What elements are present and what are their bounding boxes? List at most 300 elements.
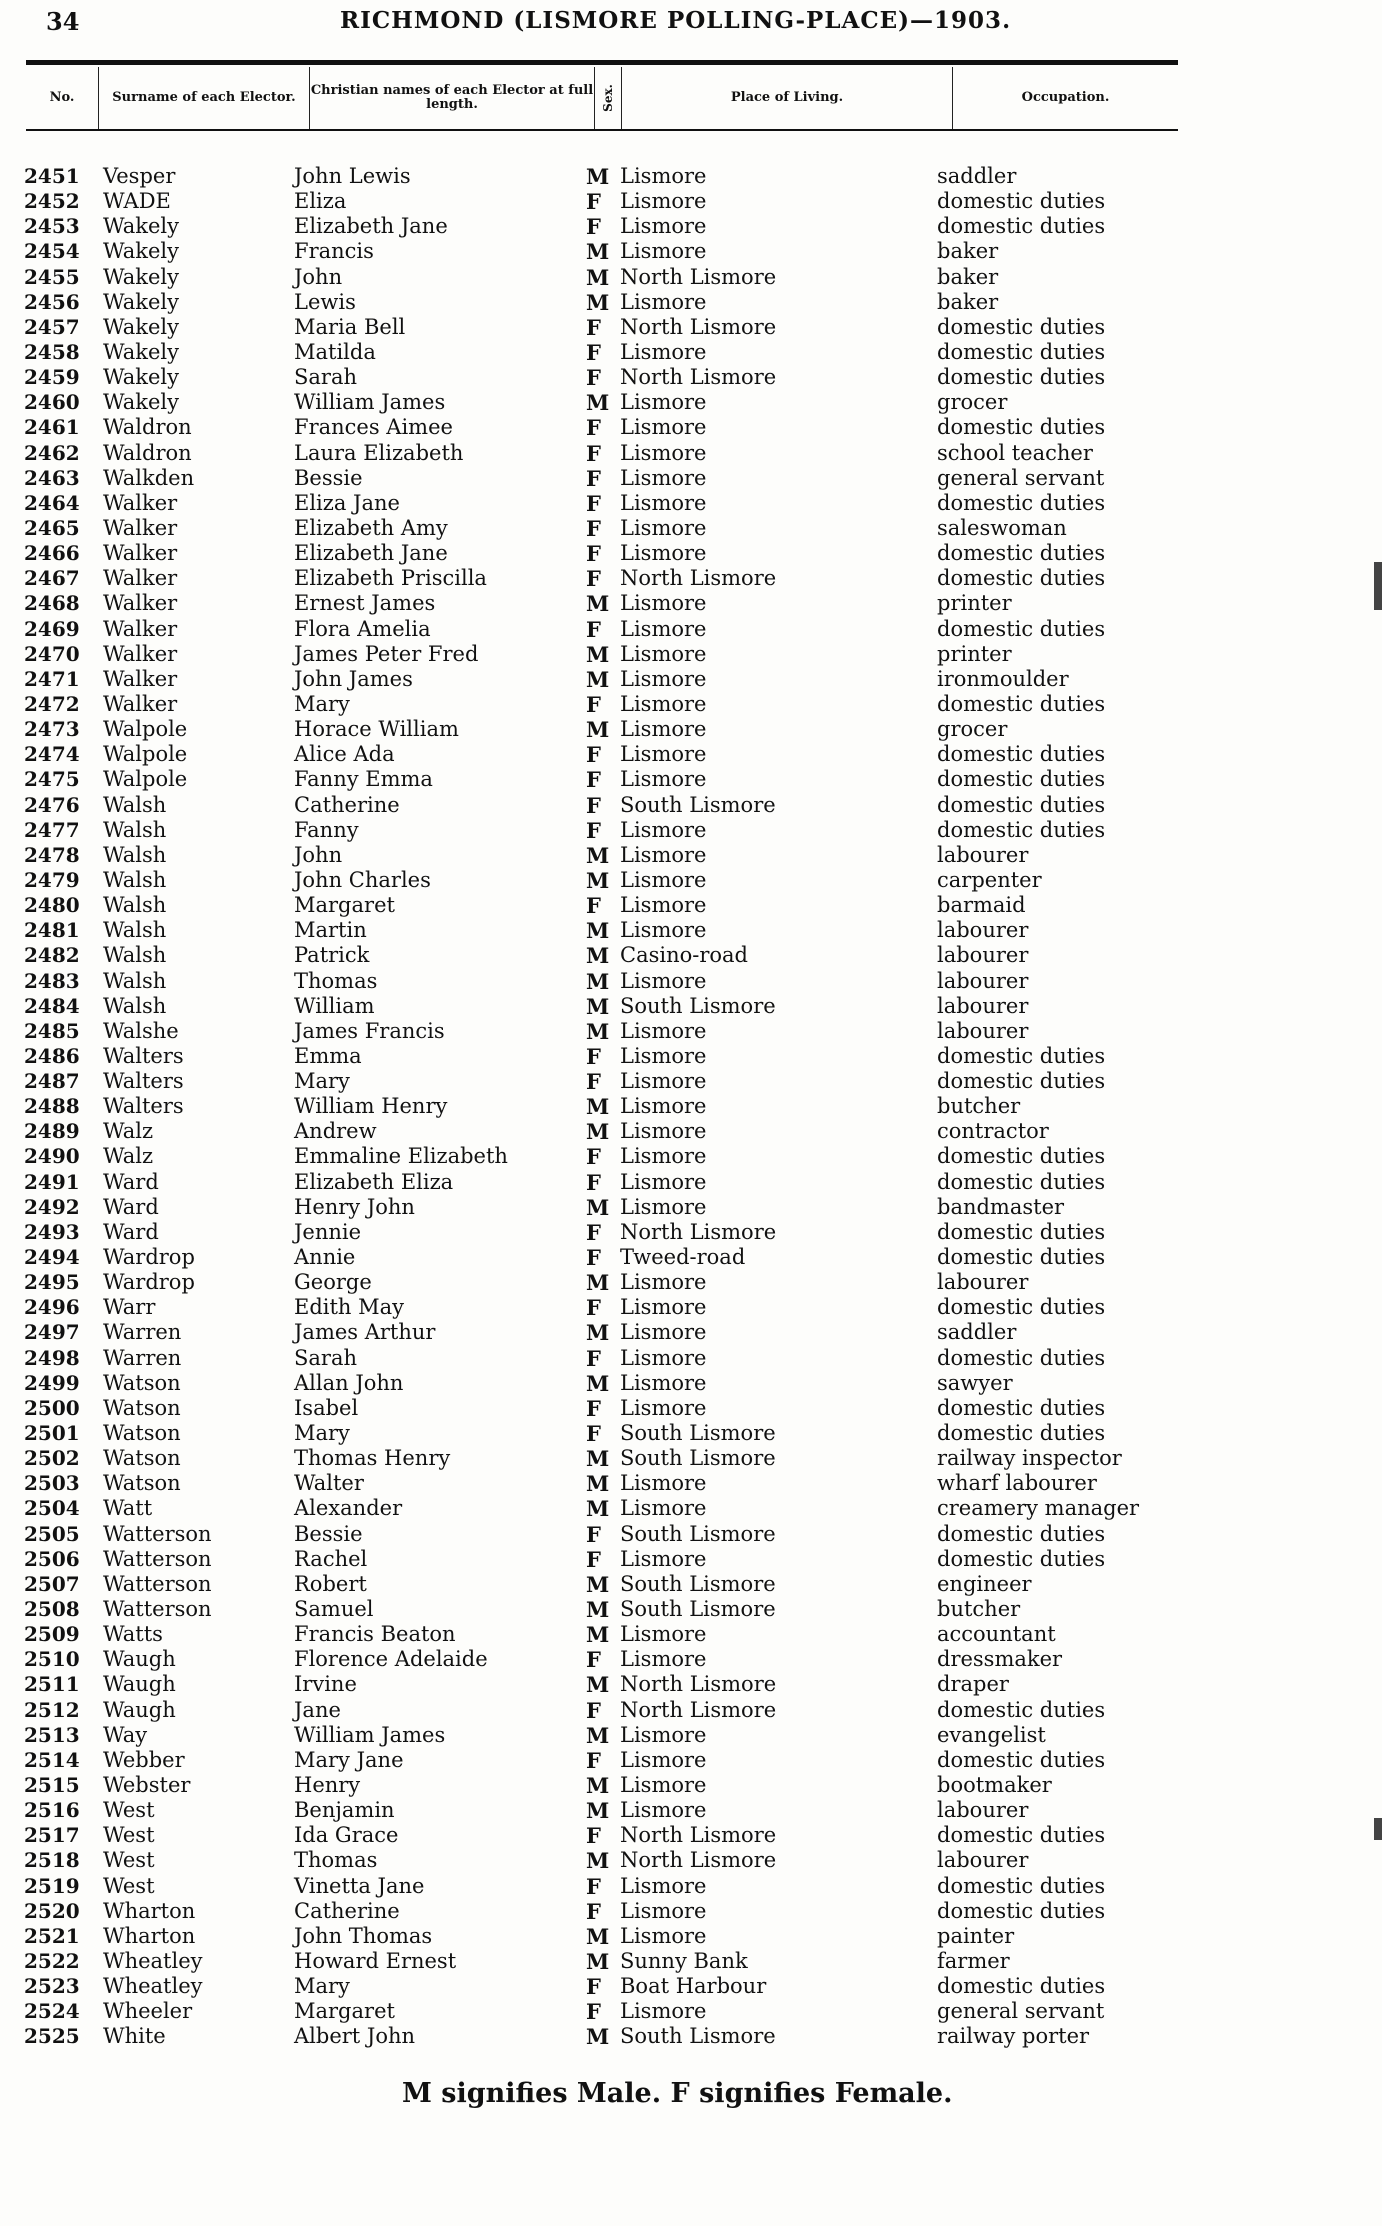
elector-sex: M bbox=[586, 1094, 610, 1120]
elector-number: 2462 bbox=[24, 440, 80, 465]
elector-number: 2518 bbox=[24, 1848, 80, 1873]
elector-sex: M bbox=[586, 289, 610, 315]
elector-occupation: saddler bbox=[937, 164, 1017, 188]
elector-number: 2503 bbox=[24, 1471, 80, 1496]
elector-surname: Walsh bbox=[103, 817, 167, 842]
elector-sex: M bbox=[586, 1672, 610, 1698]
elector-number: 2522 bbox=[24, 1948, 80, 1973]
elector-christian-names: James Francis bbox=[294, 1018, 445, 1043]
table-row bbox=[0, 566, 1382, 591]
elector-sex: F bbox=[586, 767, 601, 793]
elector-number: 2476 bbox=[24, 792, 80, 817]
elector-surname: Wheatley bbox=[103, 1974, 203, 1999]
elector-place-of-living: North Lismore bbox=[620, 1219, 777, 1244]
elector-occupation: general servant bbox=[937, 1999, 1105, 2024]
elector-sex: F bbox=[586, 365, 601, 391]
table-row bbox=[0, 1270, 1382, 1295]
elector-occupation: domestic duties bbox=[937, 1144, 1106, 1169]
elector-surname: Watson bbox=[103, 1471, 181, 1496]
elector-surname: Webber bbox=[103, 1747, 185, 1772]
elector-place-of-living: Lismore bbox=[620, 1873, 707, 1898]
elector-occupation: grocer bbox=[937, 717, 1008, 742]
elector-place-of-living: Lismore bbox=[620, 1018, 707, 1043]
elector-christian-names: Ernest James bbox=[294, 591, 436, 616]
elector-sex: M bbox=[586, 968, 610, 994]
elector-occupation: domestic duties bbox=[937, 1974, 1106, 1999]
elector-surname: Wakely bbox=[103, 365, 180, 390]
elector-place-of-living: Lismore bbox=[620, 289, 707, 314]
elector-sex: F bbox=[586, 189, 601, 215]
elector-surname: Wharton bbox=[103, 1898, 196, 1923]
elector-sex: M bbox=[586, 1848, 610, 1874]
elector-occupation: barmaid bbox=[937, 893, 1026, 918]
column-header-place: Place of Living. bbox=[730, 90, 844, 105]
elector-occupation: labourer bbox=[937, 842, 1029, 867]
table-row bbox=[0, 340, 1382, 365]
elector-sex: M bbox=[586, 591, 610, 617]
elector-place-of-living: Lismore bbox=[620, 1722, 707, 1747]
table-row bbox=[0, 1974, 1382, 1999]
column-header-no: No. bbox=[49, 90, 75, 105]
elector-number: 2499 bbox=[24, 1370, 80, 1395]
elector-christian-names: William James bbox=[294, 1722, 446, 1747]
elector-christian-names: Catherine bbox=[294, 1898, 400, 1923]
elector-christian-names: Alexander bbox=[294, 1496, 403, 1521]
elector-sex: F bbox=[586, 1245, 601, 1271]
elector-surname: Walz bbox=[103, 1119, 154, 1144]
table-row bbox=[0, 767, 1382, 792]
table-row bbox=[0, 214, 1382, 239]
elector-sex: M bbox=[586, 1370, 610, 1396]
elector-surname: Watson bbox=[103, 1370, 181, 1395]
elector-occupation: domestic duties bbox=[937, 616, 1106, 641]
elector-place-of-living: Lismore bbox=[620, 465, 707, 490]
elector-christian-names: Laura Elizabeth bbox=[294, 440, 464, 465]
elector-sex: M bbox=[586, 390, 610, 416]
elector-occupation: painter bbox=[937, 1923, 1015, 1948]
elector-number: 2458 bbox=[24, 339, 80, 364]
table-row bbox=[0, 365, 1382, 390]
elector-place-of-living: Lismore bbox=[620, 1119, 707, 1144]
table-row bbox=[0, 1874, 1382, 1899]
elector-christian-names: Isabel bbox=[294, 1395, 359, 1420]
elector-occupation: saleswoman bbox=[937, 515, 1067, 540]
elector-occupation: farmer bbox=[937, 1948, 1010, 1973]
elector-christian-names: Frances Aimee bbox=[294, 415, 453, 440]
elector-sex: F bbox=[586, 515, 601, 541]
elector-christian-names: Francis Beaton bbox=[294, 1622, 456, 1647]
elector-christian-names: John bbox=[294, 842, 343, 867]
elector-number: 2504 bbox=[24, 1496, 80, 1521]
elector-occupation: domestic duties bbox=[937, 1697, 1106, 1722]
elector-place-of-living: Lismore bbox=[620, 214, 707, 239]
elector-occupation: contractor bbox=[937, 1119, 1049, 1144]
elector-christian-names: Thomas bbox=[294, 968, 378, 993]
elector-christian-names: Allan John bbox=[294, 1370, 404, 1395]
elector-surname: Walker bbox=[103, 566, 178, 591]
elector-occupation: baker bbox=[937, 264, 999, 289]
elector-place-of-living: Lismore bbox=[620, 591, 707, 616]
elector-sex: F bbox=[586, 339, 601, 365]
column-header-surname: Surname of each Elector. bbox=[112, 90, 296, 105]
elector-occupation: labourer bbox=[937, 993, 1029, 1018]
elector-sex: F bbox=[586, 1898, 601, 1924]
elector-sex: F bbox=[586, 1747, 601, 1773]
elector-surname: Watterson bbox=[103, 1571, 212, 1596]
elector-place-of-living: Casino-road bbox=[620, 943, 748, 968]
elector-place-of-living: Lismore bbox=[620, 817, 707, 842]
elector-christian-names: Francis bbox=[294, 239, 374, 264]
elector-surname: Walshe bbox=[103, 1018, 179, 1043]
elector-place-of-living: Lismore bbox=[620, 1647, 707, 1672]
elector-place-of-living: Lismore bbox=[620, 164, 707, 188]
elector-number: 2482 bbox=[24, 943, 80, 968]
table-row bbox=[0, 1371, 1382, 1396]
elector-sex: M bbox=[586, 1018, 610, 1044]
column-header-christian-names: Christian names of each Elector at full length. bbox=[310, 83, 594, 112]
elector-occupation: school teacher bbox=[937, 440, 1093, 465]
elector-number: 2483 bbox=[24, 968, 80, 993]
elector-sex: F bbox=[586, 1295, 601, 1321]
elector-christian-names: Elizabeth Amy bbox=[294, 515, 448, 540]
elector-surname: Watterson bbox=[103, 1597, 212, 1622]
elector-sex: F bbox=[586, 465, 601, 491]
elector-christian-names: Flora Amelia bbox=[294, 616, 431, 641]
elector-surname: Waldron bbox=[103, 440, 192, 465]
elector-christian-names: Mary bbox=[294, 1421, 350, 1446]
elector-number: 2481 bbox=[24, 918, 80, 943]
elector-place-of-living: Lismore bbox=[620, 1999, 707, 2024]
elector-place-of-living: Lismore bbox=[620, 390, 707, 415]
table-row bbox=[0, 1320, 1382, 1345]
elector-occupation: domestic duties bbox=[937, 490, 1106, 515]
elector-number: 2506 bbox=[24, 1546, 80, 1571]
elector-christian-names: Fanny bbox=[294, 817, 359, 842]
elector-sex: M bbox=[586, 1446, 610, 1472]
table-row bbox=[0, 1672, 1382, 1697]
elector-place-of-living: North Lismore bbox=[620, 1848, 777, 1873]
elector-number: 2500 bbox=[24, 1395, 80, 1420]
elector-occupation: labourer bbox=[937, 1270, 1029, 1295]
elector-christian-names: Elizabeth Eliza bbox=[294, 1169, 454, 1194]
elector-surname: Wardrop bbox=[103, 1270, 195, 1295]
table-row bbox=[0, 1723, 1382, 1748]
elector-occupation: bootmaker bbox=[937, 1773, 1052, 1797]
elector-number: 2480 bbox=[24, 893, 80, 918]
elector-occupation: labourer bbox=[937, 918, 1029, 943]
elector-place-of-living: Lismore bbox=[620, 1747, 707, 1772]
scan-edge-mark bbox=[1374, 1818, 1382, 1840]
elector-occupation: domestic duties bbox=[937, 1521, 1106, 1546]
elector-place-of-living: Lismore bbox=[620, 189, 707, 214]
elector-sex: M bbox=[586, 842, 610, 868]
elector-sex: M bbox=[586, 993, 610, 1019]
elector-occupation: domestic duties bbox=[937, 691, 1106, 716]
elector-place-of-living: Lismore bbox=[620, 691, 707, 716]
elector-christian-names: Sarah bbox=[294, 1345, 357, 1370]
table-row bbox=[0, 1295, 1382, 1320]
elector-surname: Wharton bbox=[103, 1923, 196, 1948]
elector-occupation: domestic duties bbox=[937, 817, 1106, 842]
elector-number: 2472 bbox=[24, 691, 80, 716]
elector-number: 2494 bbox=[24, 1245, 80, 1270]
elector-sex: M bbox=[586, 1471, 610, 1497]
elector-place-of-living: Lismore bbox=[620, 1622, 707, 1647]
elector-number: 2484 bbox=[24, 993, 80, 1018]
elector-place-of-living: Lismore bbox=[620, 1773, 707, 1797]
elector-occupation: engineer bbox=[937, 1571, 1032, 1596]
elector-sex: M bbox=[586, 1119, 610, 1145]
elector-occupation: domestic duties bbox=[937, 1873, 1106, 1898]
elector-sex: M bbox=[586, 164, 610, 189]
table-row bbox=[0, 541, 1382, 566]
elector-sex: F bbox=[586, 1345, 601, 1371]
elector-number: 2509 bbox=[24, 1622, 80, 1647]
elector-surname: Warren bbox=[103, 1320, 182, 1345]
elector-place-of-living: Lismore bbox=[620, 239, 707, 264]
elector-place-of-living: Tweed-road bbox=[620, 1245, 746, 1270]
elector-occupation: domestic duties bbox=[937, 1043, 1106, 1068]
elector-sex: F bbox=[586, 1521, 601, 1547]
table-row bbox=[0, 265, 1382, 290]
elector-christian-names: John James bbox=[294, 666, 413, 691]
elector-place-of-living: South Lismore bbox=[620, 1597, 776, 1622]
elector-place-of-living: Boat Harbour bbox=[620, 1974, 767, 1999]
elector-place-of-living: North Lismore bbox=[620, 1697, 777, 1722]
elector-surname: Waugh bbox=[103, 1672, 176, 1697]
elector-christian-names: Eliza Jane bbox=[294, 490, 400, 515]
elector-occupation: domestic duties bbox=[937, 1345, 1106, 1370]
elector-sex: F bbox=[586, 1169, 601, 1195]
elector-number: 2466 bbox=[24, 541, 80, 566]
table-row bbox=[0, 1924, 1382, 1949]
page-number: 34 bbox=[46, 7, 80, 36]
elector-place-of-living: South Lismore bbox=[620, 1421, 776, 1446]
elector-surname: Walker bbox=[103, 591, 178, 616]
elector-number: 2465 bbox=[24, 515, 80, 540]
elector-christian-names: Ida Grace bbox=[294, 1823, 399, 1848]
table-row bbox=[0, 843, 1382, 868]
elector-surname: Warren bbox=[103, 1345, 182, 1370]
elector-number: 2470 bbox=[24, 641, 80, 666]
elector-christian-names: Horace William bbox=[294, 717, 459, 742]
elector-place-of-living: North Lismore bbox=[620, 566, 777, 591]
elector-sex: F bbox=[586, 541, 601, 567]
elector-surname: Walz bbox=[103, 1144, 154, 1169]
elector-place-of-living: Lismore bbox=[620, 1043, 707, 1068]
elector-occupation: domestic duties bbox=[937, 1395, 1106, 1420]
table-row bbox=[0, 516, 1382, 541]
elector-surname: Walsh bbox=[103, 993, 167, 1018]
elector-number: 2525 bbox=[24, 2024, 80, 2049]
elector-occupation: domestic duties bbox=[937, 314, 1106, 339]
elector-christian-names: James Arthur bbox=[294, 1320, 436, 1345]
elector-number: 2452 bbox=[24, 189, 80, 214]
elector-number: 2510 bbox=[24, 1647, 80, 1672]
elector-sex: F bbox=[586, 1697, 601, 1723]
elector-number: 2516 bbox=[24, 1798, 80, 1823]
elector-sex: F bbox=[586, 1395, 601, 1421]
table-row bbox=[0, 692, 1382, 717]
elector-place-of-living: North Lismore bbox=[620, 1823, 777, 1848]
elector-occupation: domestic duties bbox=[937, 767, 1106, 792]
elector-sex: F bbox=[586, 1069, 601, 1095]
table-row bbox=[0, 1471, 1382, 1496]
elector-occupation: printer bbox=[937, 591, 1012, 616]
elector-place-of-living: Lismore bbox=[620, 616, 707, 641]
elector-christian-names: Albert John bbox=[294, 2024, 416, 2049]
table-row bbox=[0, 491, 1382, 516]
column-header-sex-label: Sex. bbox=[601, 84, 616, 112]
table-row bbox=[0, 1748, 1382, 1773]
elector-number: 2469 bbox=[24, 616, 80, 641]
elector-number: 2473 bbox=[24, 717, 80, 742]
table-row bbox=[0, 1949, 1382, 1974]
elector-place-of-living: Lismore bbox=[620, 1898, 707, 1923]
elector-number: 2519 bbox=[24, 1873, 80, 1898]
elector-occupation: domestic duties bbox=[937, 1169, 1106, 1194]
elector-sex: F bbox=[586, 314, 601, 340]
elector-sex: M bbox=[586, 1798, 610, 1824]
elector-sex: M bbox=[586, 264, 610, 290]
elector-surname: West bbox=[103, 1848, 155, 1873]
elector-surname: Warr bbox=[103, 1295, 156, 1320]
elector-surname: Walker bbox=[103, 616, 178, 641]
table-row bbox=[0, 1597, 1382, 1622]
sex-legend-note: M signifies Male. F signifies Female. bbox=[402, 2078, 953, 2109]
elector-occupation: domestic duties bbox=[937, 1295, 1106, 1320]
table-row bbox=[0, 617, 1382, 642]
elector-occupation: labourer bbox=[937, 1018, 1029, 1043]
elector-sex: M bbox=[586, 867, 610, 893]
elector-occupation: evangelist bbox=[937, 1722, 1046, 1747]
elector-number: 2471 bbox=[24, 666, 80, 691]
elector-number: 2491 bbox=[24, 1169, 80, 1194]
scan-edge-mark bbox=[1374, 562, 1382, 610]
table-row bbox=[0, 1346, 1382, 1371]
elector-surname: Wakely bbox=[103, 289, 180, 314]
elector-occupation: domestic duties bbox=[937, 189, 1106, 214]
table-row bbox=[0, 1446, 1382, 1471]
elector-christian-names: Irvine bbox=[294, 1672, 357, 1697]
elector-occupation: domestic duties bbox=[937, 1421, 1106, 1446]
elector-place-of-living: Lismore bbox=[620, 1144, 707, 1169]
elector-surname: West bbox=[103, 1798, 155, 1823]
elector-number: 2486 bbox=[24, 1043, 80, 1068]
elector-place-of-living: Lismore bbox=[620, 541, 707, 566]
table-row bbox=[0, 793, 1382, 818]
elector-occupation: domestic duties bbox=[937, 1823, 1106, 1848]
elector-sex: F bbox=[586, 214, 601, 240]
elector-occupation: domestic duties bbox=[937, 1245, 1106, 1270]
elector-sex: F bbox=[586, 616, 601, 642]
elector-christian-names: Maria Bell bbox=[294, 314, 406, 339]
elector-surname: Waldron bbox=[103, 415, 192, 440]
elector-place-of-living: South Lismore bbox=[620, 792, 776, 817]
elector-surname: Watson bbox=[103, 1395, 181, 1420]
elector-surname: Walpole bbox=[103, 742, 188, 767]
elector-occupation: draper bbox=[937, 1672, 1009, 1697]
elector-place-of-living: North Lismore bbox=[620, 264, 777, 289]
elector-number: 2475 bbox=[24, 767, 80, 792]
elector-sex: M bbox=[586, 1496, 610, 1522]
elector-christian-names: Bessie bbox=[294, 1521, 363, 1546]
elector-occupation: dressmaker bbox=[937, 1647, 1063, 1672]
elector-occupation: domestic duties bbox=[937, 1546, 1106, 1571]
elector-place-of-living: Lismore bbox=[620, 1345, 707, 1370]
elector-sex: M bbox=[586, 1194, 610, 1220]
table-row bbox=[0, 742, 1382, 767]
page-title: RICHMOND (LISMORE POLLING-PLACE)—1903. bbox=[340, 7, 1012, 34]
elector-number: 2524 bbox=[24, 1999, 80, 2024]
elector-surname: Watts bbox=[103, 1622, 163, 1647]
elector-occupation: domestic duties bbox=[937, 742, 1106, 767]
table-row bbox=[0, 415, 1382, 440]
table-row bbox=[0, 1773, 1382, 1798]
table-row bbox=[0, 893, 1382, 918]
elector-christian-names: Martin bbox=[294, 918, 367, 943]
elector-occupation: grocer bbox=[937, 390, 1008, 415]
elector-christian-names: Walter bbox=[294, 1471, 364, 1496]
elector-sex: F bbox=[586, 440, 601, 466]
elector-place-of-living: Lismore bbox=[620, 1471, 707, 1496]
elector-place-of-living: Lismore bbox=[620, 767, 707, 792]
elector-sex: F bbox=[586, 1823, 601, 1849]
elector-christian-names: Fanny Emma bbox=[294, 767, 433, 792]
elector-christian-names: Bessie bbox=[294, 465, 363, 490]
elector-number: 2521 bbox=[24, 1923, 80, 1948]
elector-surname: Walker bbox=[103, 691, 178, 716]
elector-occupation: domestic duties bbox=[937, 214, 1106, 239]
table-row bbox=[0, 591, 1382, 616]
elector-christian-names: Mary bbox=[294, 1974, 350, 1999]
header-rule bbox=[26, 60, 1178, 65]
elector-surname: West bbox=[103, 1873, 155, 1898]
table-row bbox=[0, 1647, 1382, 1672]
elector-sex: F bbox=[586, 792, 601, 818]
elector-sex: F bbox=[586, 1647, 601, 1673]
elector-place-of-living: Lismore bbox=[620, 440, 707, 465]
elector-place-of-living: Lismore bbox=[620, 867, 707, 892]
elector-surname: Watt bbox=[103, 1496, 153, 1521]
elector-christian-names: Jane bbox=[294, 1697, 341, 1722]
elector-number: 2479 bbox=[24, 867, 80, 892]
elector-place-of-living: South Lismore bbox=[620, 993, 776, 1018]
elector-christian-names: Howard Ernest bbox=[294, 1948, 457, 1973]
elector-sex: M bbox=[586, 943, 610, 969]
elector-sex: M bbox=[586, 1948, 610, 1974]
elector-place-of-living: Lismore bbox=[620, 515, 707, 540]
table-row bbox=[0, 1119, 1382, 1144]
elector-place-of-living: South Lismore bbox=[620, 1571, 776, 1596]
elector-christian-names: William bbox=[294, 993, 375, 1018]
elector-number: 2492 bbox=[24, 1194, 80, 1219]
elector-surname: Wakely bbox=[103, 214, 180, 239]
elector-place-of-living: North Lismore bbox=[620, 314, 777, 339]
elector-sex: M bbox=[586, 717, 610, 743]
elector-surname: Walpole bbox=[103, 767, 188, 792]
elector-place-of-living: Lismore bbox=[620, 842, 707, 867]
elector-occupation: printer bbox=[937, 641, 1012, 666]
elector-occupation: labourer bbox=[937, 1848, 1029, 1873]
elector-surname: Walsh bbox=[103, 867, 167, 892]
elector-place-of-living: Lismore bbox=[620, 1395, 707, 1420]
table-row bbox=[0, 667, 1382, 692]
elector-surname: Watterson bbox=[103, 1546, 212, 1571]
table-row bbox=[0, 1522, 1382, 1547]
elector-number: 2454 bbox=[24, 239, 80, 264]
elector-sex: M bbox=[586, 1773, 610, 1798]
